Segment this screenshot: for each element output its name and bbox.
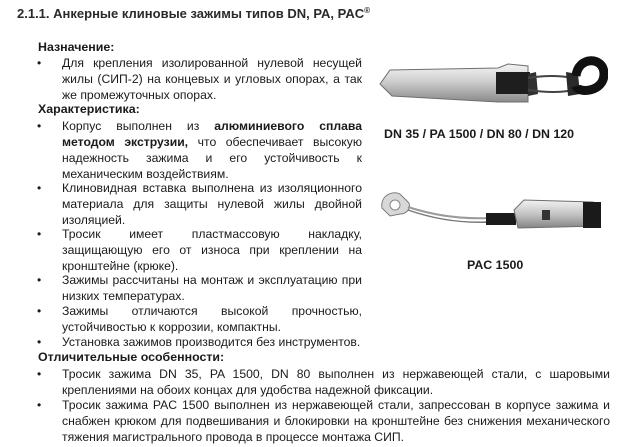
insert-dark — [583, 202, 601, 228]
dn-clamp-image — [378, 50, 608, 114]
bullet: • — [37, 56, 42, 70]
registered-mark: ® — [364, 6, 371, 15]
characteristics-item — [37, 272, 362, 304]
bullet: • — [37, 367, 42, 381]
features-item — [37, 366, 610, 398]
section-title-text: Анкерные клиновые зажимы типов DN, PA, PAC — [53, 6, 365, 21]
char-item-text: Установка зажимов производится без инструментов. — [62, 335, 361, 349]
characteristics-item — [37, 334, 362, 350]
cable — [408, 207, 490, 218]
section-title — [17, 6, 370, 21]
sleeve — [486, 213, 516, 225]
characteristics-item — [37, 118, 362, 182]
bullet: • — [37, 304, 42, 318]
loop-line — [528, 76, 573, 78]
char-item-text: Клиновидная вставка выполнена из изоляционного материала для защиты нулевой жилы двойной изоляцией. — [62, 181, 362, 227]
hook-hole — [390, 200, 400, 210]
bullet: • — [37, 227, 42, 241]
bullet: • — [37, 181, 42, 195]
feature-item-text: Тросик зажима DN 35, PA 1500, DN 80 выполнен из нержавеющей стали, с шаровыми креплениями на обоих концах для удобства надежной фиксации. — [62, 367, 610, 397]
char-item-text-start: Корпус выполнен из — [62, 119, 215, 133]
bullet: • — [37, 335, 42, 349]
char-item-text: Зажимы отличаются высокой прочностью, устойчивостью к коррозии, компактны. — [62, 304, 362, 334]
char-item-text: Тросик имеет пластмассовую накладку, защищающую его от износа при креплении на кронштейне (крюке). — [62, 227, 362, 273]
bullet: • — [37, 398, 42, 412]
characteristics-item — [37, 226, 362, 274]
features-heading: Отличительные особенности: — [38, 350, 225, 364]
purpose-heading: Назначение: — [38, 40, 115, 54]
section-number: 2.1.1. — [17, 6, 50, 21]
characteristics-item — [37, 303, 362, 335]
char-item-text: Зажимы рассчитаны на монтаж и эксплуатацию при низких температурах. — [62, 273, 362, 303]
insert-dark — [496, 72, 530, 94]
insert-slot — [542, 210, 550, 220]
pac-clamp-image — [378, 180, 610, 244]
feature-item-text: Тросик зажима PAC 1500 выполнен из нержавеющей стали, запрессован в корпусе зажима и снабжен крюком для подвешивания и блокировки на кронштейне без снижения механического тяжения магистрального провода в процессе монтажа СИП. — [62, 398, 610, 444]
characteristics-heading: Характеристика: — [38, 102, 140, 116]
bullet: • — [37, 273, 42, 287]
bullet: • — [37, 119, 42, 133]
loop-hook — [576, 61, 604, 91]
loop-line-low — [528, 90, 573, 92]
char-item-text-bold: алюминиевого сплава методом экструзии, — [62, 119, 362, 149]
features-item — [37, 397, 610, 445]
purpose-item-text: Для крепления изолированной нулевой несущей жилы (СИП-2) на концевых и угловых опорах, а так же промежуточных опорах. — [62, 56, 362, 102]
sleeve-left — [528, 72, 538, 96]
characteristics-item — [37, 180, 362, 228]
caption-dn: DN 35 / PA 1500 / DN 80 / DN 120 — [384, 127, 575, 141]
char-item-text-end: что обеспечивает высокую надежность зажима и его устойчивость к механическим воздействиям. — [62, 135, 362, 181]
caption-pac: PAC 1500 — [467, 258, 524, 272]
purpose-item — [37, 55, 362, 103]
